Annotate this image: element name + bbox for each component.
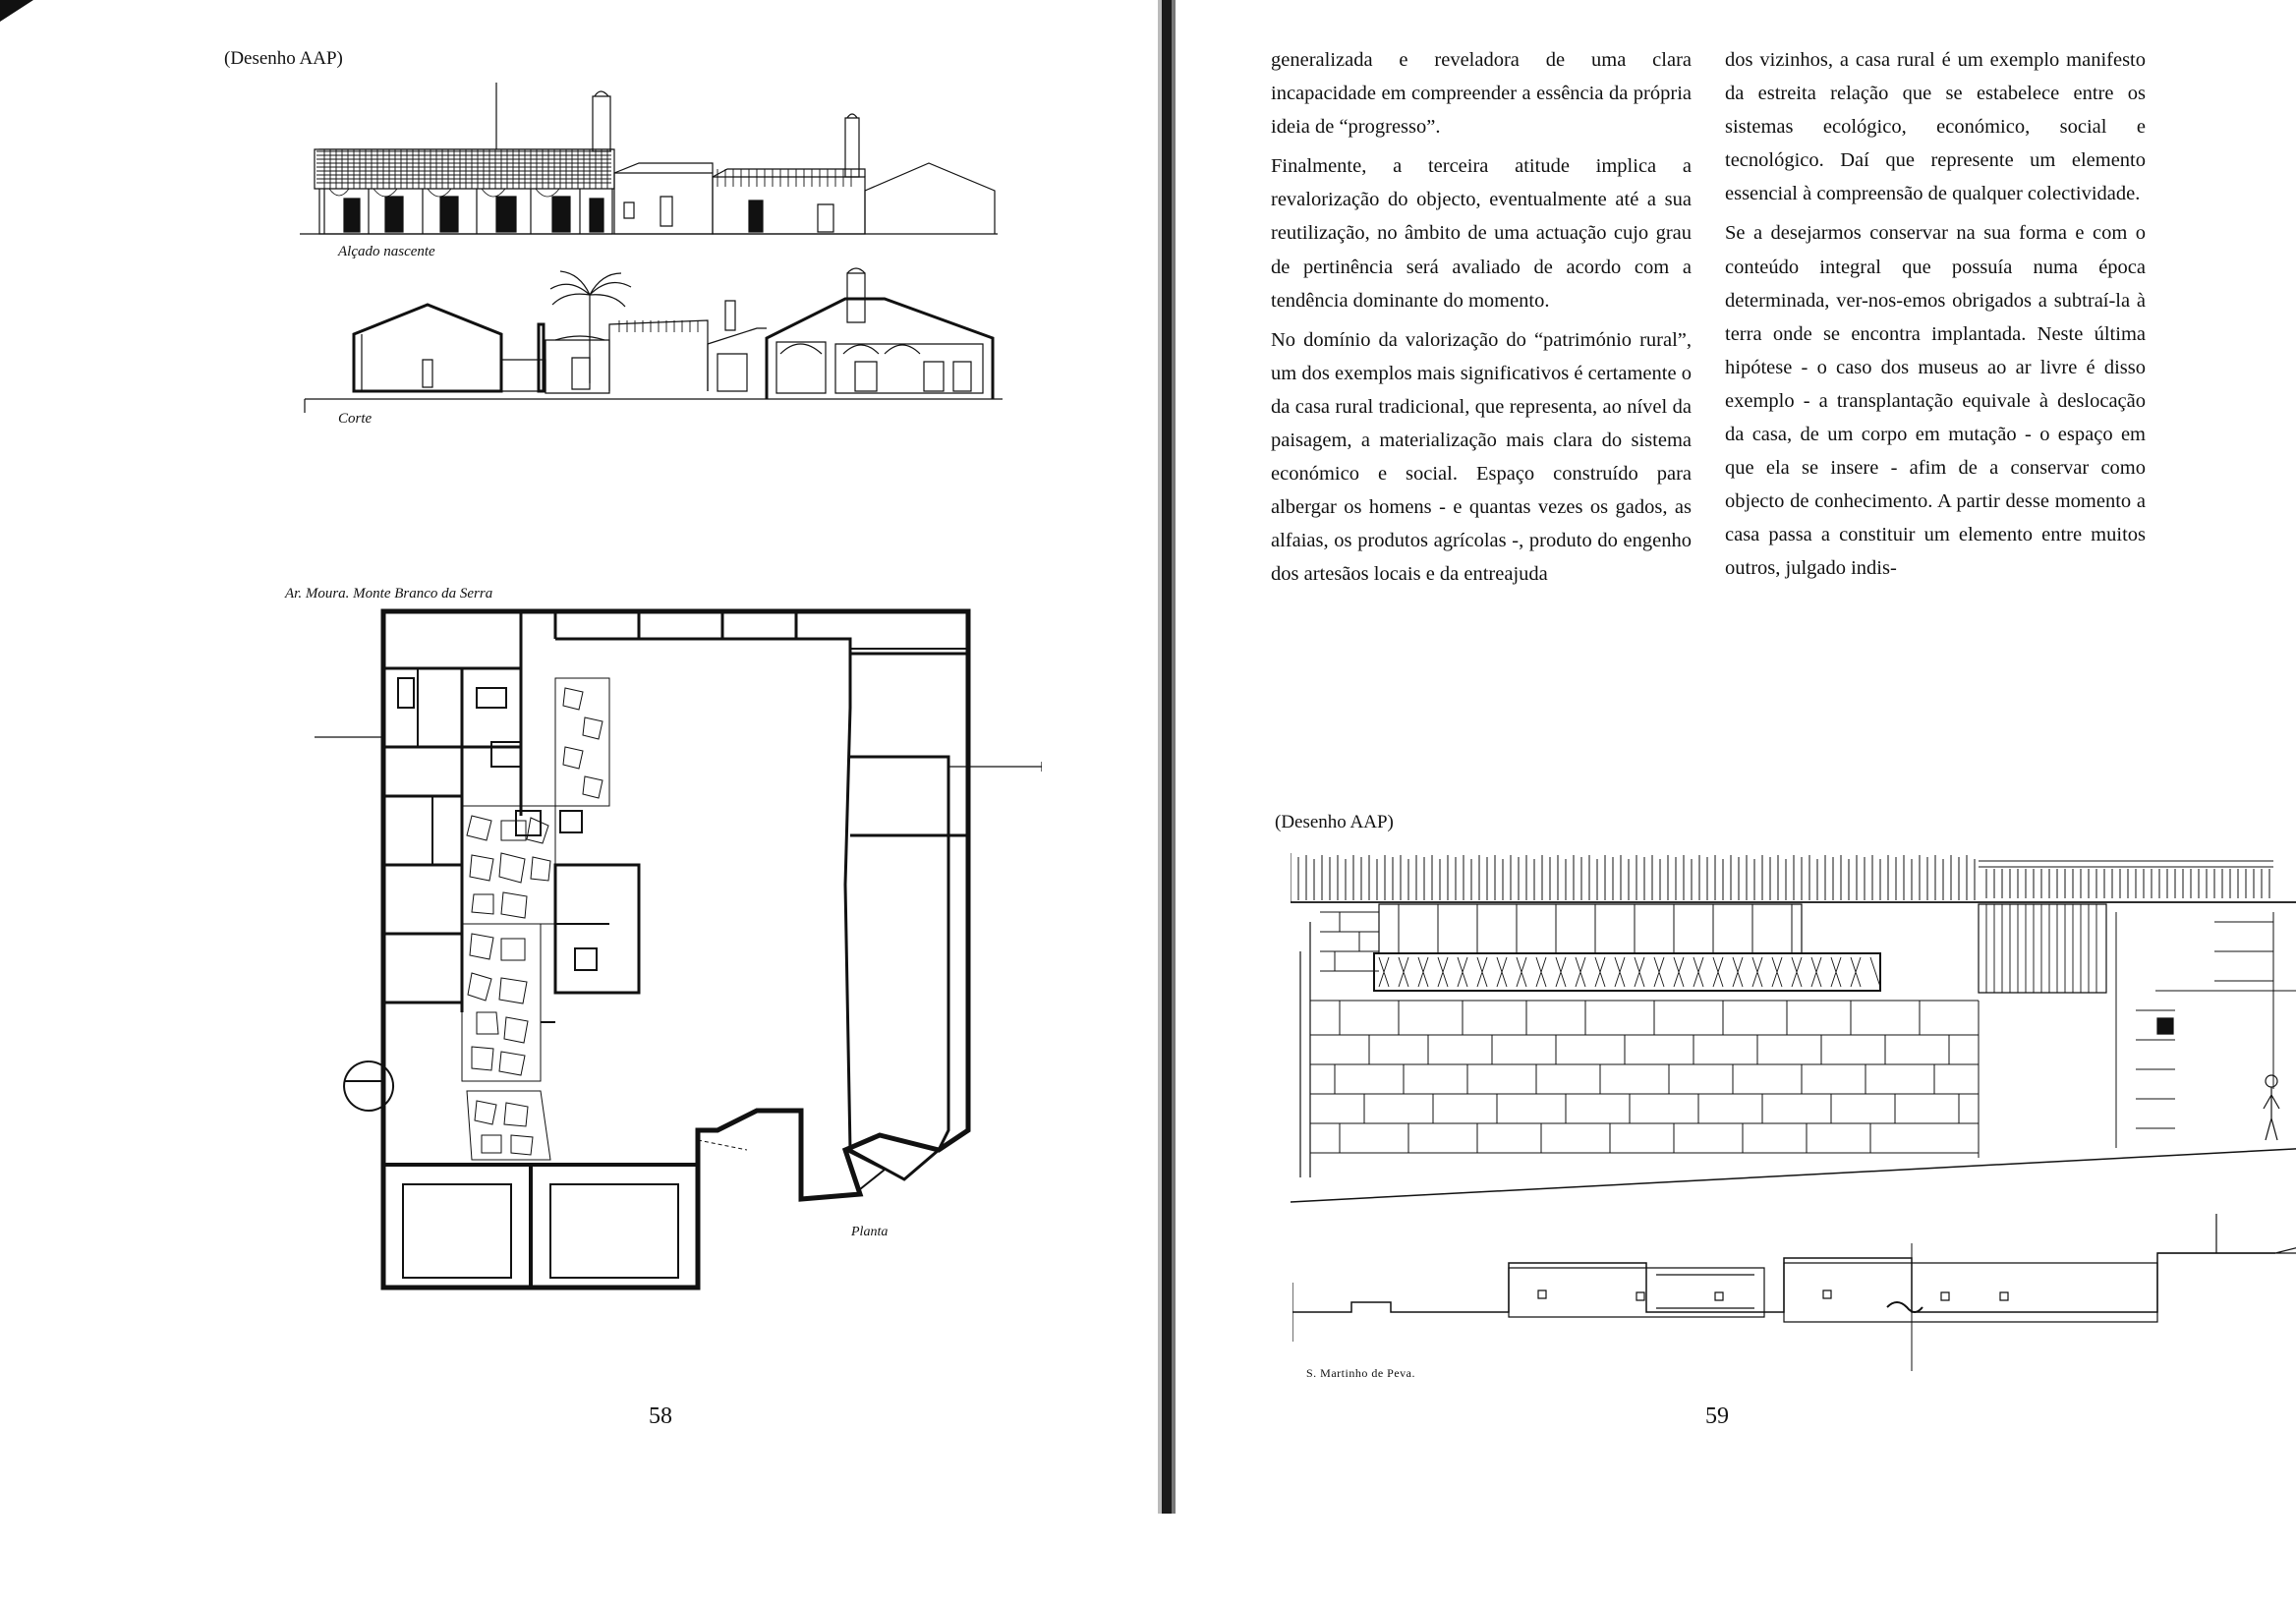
- drawing-credit-caption: (Desenho AAP): [224, 48, 343, 69]
- paragraph: dos vizinhos, a casa rural é um exemplo manifesto da estreita relação que se estabelece entre os sistemas ecológico, económico, social e tecnológico. Daí que represente um elemento essencial à compreensão de qualquer colectividade.: [1725, 49, 2146, 205]
- plan-label: Planta: [851, 1225, 889, 1239]
- scan-corner-mark: [0, 0, 39, 29]
- plan-title: Ar. Moura. Monte Branco da Serra: [285, 586, 493, 602]
- elevation-drawing: [295, 79, 1003, 246]
- drawing-credit-caption: (Desenho AAP): [1275, 812, 1394, 832]
- paragraph: No domínio da valorização do “património rural”, um dos exemplos mais significativos é certamente o da casa rural tradicional, que representa, ao nível da paisagem, a materialização mais clara do sistema económico e social. Espaço construído para albergar os homens - e quantas vezes os gados, as alfaias, os produtos agrícolas -, produto do engenho dos artesãos locais e da entreajuda: [1271, 328, 1692, 586]
- floor-plan-drawing: [315, 600, 1042, 1307]
- text-column-left: [1271, 43, 1692, 598]
- paragraph: Se a desejarmos conservar na sua forma e com o conteúdo integral que possuía numa época determinada, ver-nos-emos obrigados a subtraí-la à terra onde se encontra implantada. Neste última hipótese - o caso dos museus ao ar livre é disso exemplo - a transplantação equivale à deslocação da casa, de um corpo em mutação - o espaço em que ela se insere - afim de a conservar como objecto de conhecimento. A partir desse momento a casa passa a constituir um elemento entre muitos outros, julgado indis-: [1725, 222, 2146, 580]
- text-column-right: [1725, 43, 2146, 592]
- right-page: [1175, 0, 2296, 1604]
- section-label: Corte: [338, 411, 373, 427]
- drawing-location-label: S. Martinho de Peva.: [1306, 1366, 1415, 1380]
- section-drawing: [295, 256, 1012, 413]
- paragraph: generalizada e reveladora de uma clara incapacidade em compreender a essência da própria ideia de “progresso”.: [1271, 49, 1692, 139]
- paragraph: Finalmente, a terceira atitude implica a revalorização do objecto, eventualmente até a sua reutilização, no âmbito de uma actuação cujo grau de pertinência será avaliado de acordo com a tendência dominante do momento.: [1271, 155, 1692, 312]
- facade-drawing: [1291, 853, 2296, 1207]
- long-section-drawing: [1292, 1214, 2296, 1371]
- elevation-label: Alçado nascente: [338, 244, 435, 259]
- page-number-right: 59: [1705, 1404, 1729, 1429]
- page-number-left: 58: [649, 1404, 672, 1429]
